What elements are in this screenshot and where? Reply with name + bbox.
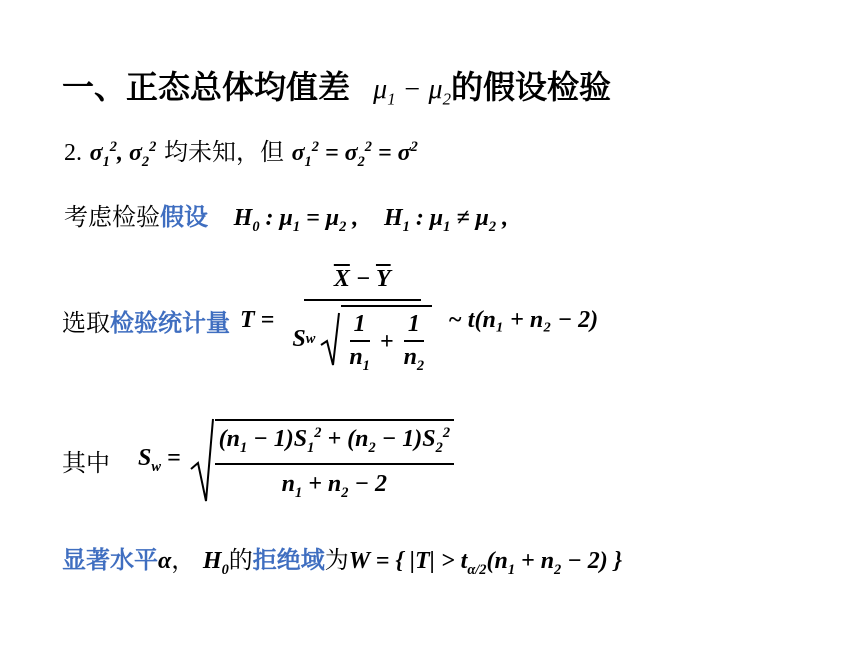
condition-variances: $\sigma_1^2$, $\sigma_2^2$ (89, 139, 157, 170)
hypothesis-h0: $H_0$ : $\mu_1 = \mu_2$ , (233, 205, 359, 235)
statistic-lead: 选取 (62, 308, 110, 337)
rejection-h0: $H_0$ (202, 548, 229, 578)
hypothesis-line (64, 197, 508, 236)
rejection-set: W = { $|T| > t_{\alpha/2}(n_1 + n_2 - 2)$ } (348, 548, 623, 578)
title-suffix: 的假设检验 (450, 68, 611, 106)
statistic-fraction (286, 266, 438, 375)
rejection-level: 显著水平 (62, 546, 158, 574)
page-title (62, 62, 611, 110)
hypothesis-h1: $H_1$ : $\mu_1 \ne \mu_2$ , (383, 205, 509, 235)
rejection-of: 的 (228, 546, 253, 574)
statistic-denominator: S w $\frac{1}{n_1}$ + $\frac{1}{n_2}$ (286, 301, 438, 375)
sqrt-icon (319, 311, 341, 367)
statistic-highlight: 检验统计量 (110, 308, 230, 337)
sqrt-icon (189, 417, 215, 503)
pooled-fraction: $\frac{(n_1 - 1)S_1^2 + (n_2 - 1)S_2^2}{n_1 + n_2 - 2}$ (215, 425, 454, 502)
title-math: $\mu_1 - \mu_2$ (373, 74, 451, 109)
pooled-sw: $S_w$ = (138, 444, 181, 475)
alpha-symbol: α (158, 548, 172, 574)
statistic-numerator: $\overline{X} - \overline{Y}$ (304, 266, 421, 301)
condition-equal: $\sigma_1^2 = \sigma_2^2 = \sigma^2$ (291, 139, 418, 170)
rejection-line (62, 540, 622, 579)
condition-text: 均未知，但 (163, 138, 284, 166)
rejection-is: 为 (324, 546, 349, 574)
pooled-lead: 其中 (62, 448, 110, 477)
condition-number: 2. (64, 140, 82, 166)
pooled-line (62, 410, 454, 510)
statistic-T: T = (240, 306, 275, 333)
rejection-comma: ， (171, 546, 196, 574)
statistic-line (62, 250, 598, 390)
hypothesis-lead: 考虑检验 (64, 203, 160, 231)
condition-line (64, 132, 418, 171)
statistic-distribution: ~ t(n₁ + n₂ − 2) (448, 306, 599, 333)
title-prefix: 一、正态总体均值差 (62, 68, 351, 106)
hypothesis-highlight: 假设 (160, 203, 208, 231)
rejection-region: 拒绝域 (252, 546, 325, 574)
